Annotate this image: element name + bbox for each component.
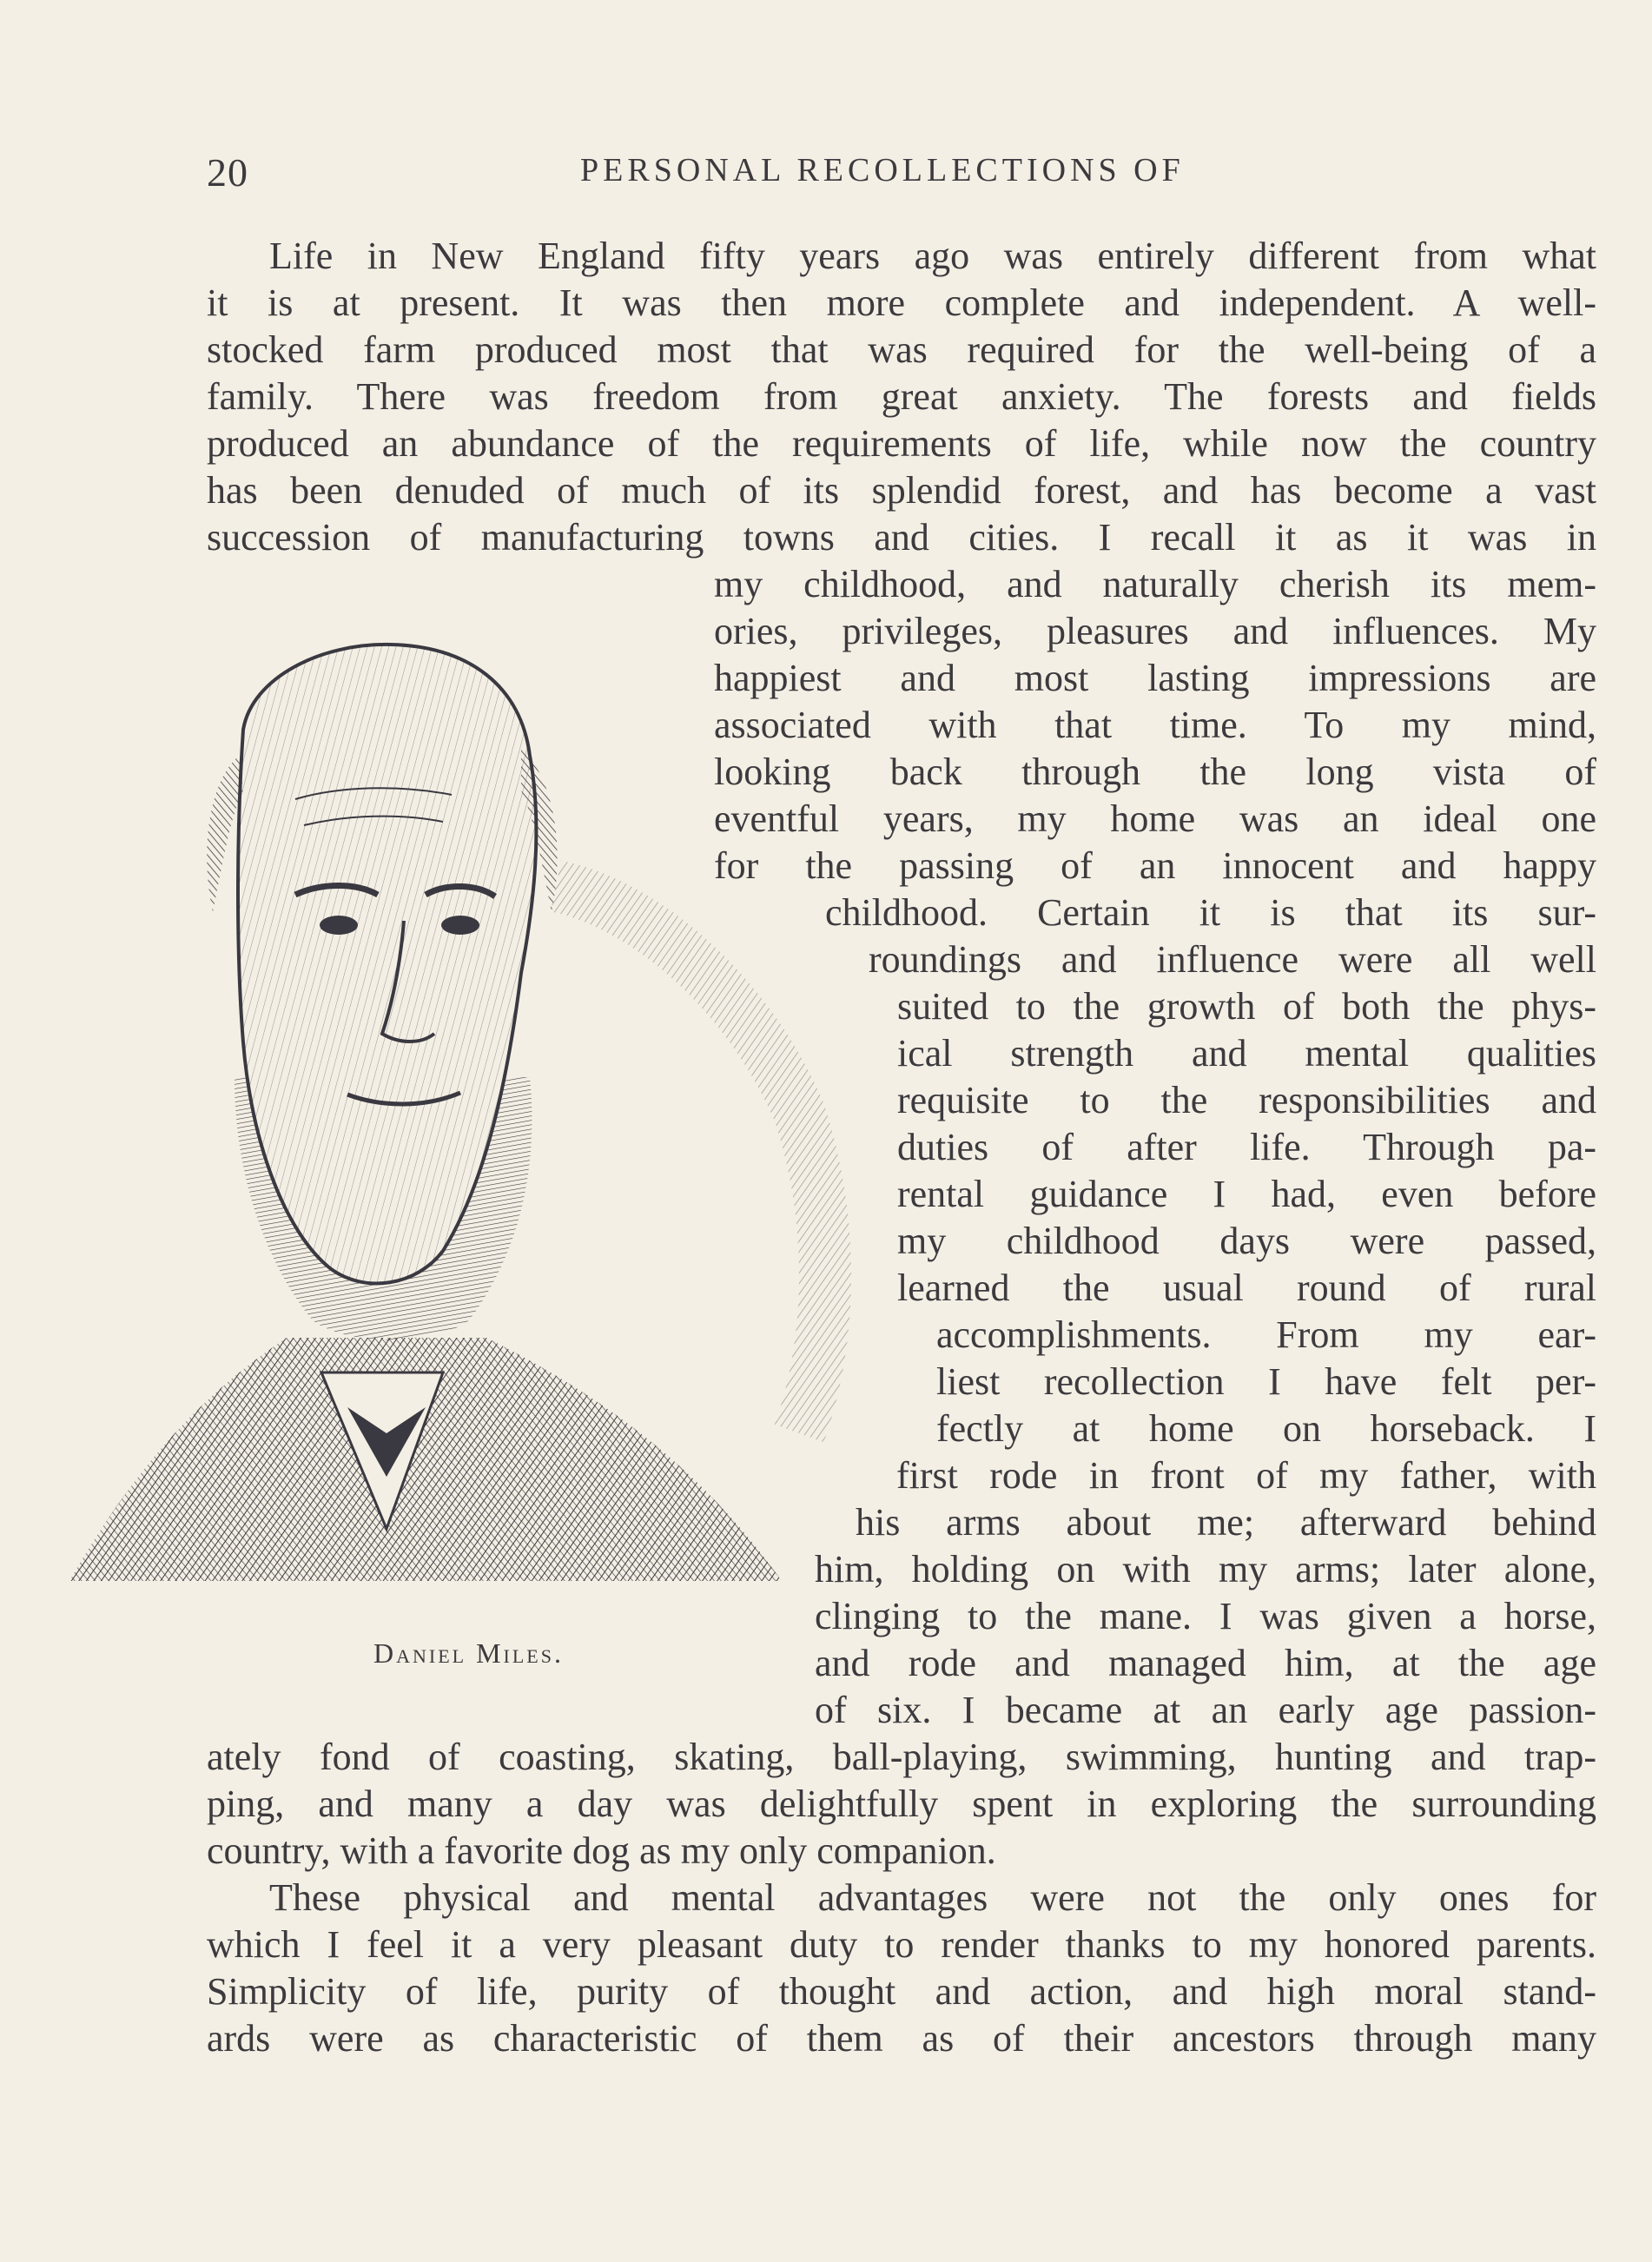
running-head (207, 149, 1596, 202)
text-line: happiest and most lasting impressions are (714, 657, 1596, 699)
text-line: accomplishments. From my ear- (936, 1313, 1596, 1356)
page-number: 20 (207, 150, 248, 195)
text-line: suited to the growth of both the phys- (897, 985, 1596, 1028)
text-line: learned the usual round of rural (897, 1267, 1596, 1309)
text-line: rental guidance I had, even before (897, 1173, 1596, 1215)
text-line: Simplicity of life, purity of thought and action, and high moral stand- (207, 1970, 1596, 2013)
text-line: ards were as characteristic of them as of their ancestors through many (207, 2017, 1596, 2060)
text-line: requisite to the responsibilities and (897, 1079, 1596, 1121)
text-line: ping, and many a day was delightfully spent in exploring the surrounding (207, 1782, 1596, 1825)
text-line: childhood. Certain it is that its sur- (825, 891, 1596, 934)
text-line: ical strength and mental qualities (897, 1032, 1596, 1075)
text-line: has been denuded of much of its splendid forest, and has become a vast (207, 469, 1596, 512)
text-line: of six. I became at an early age passion- (815, 1689, 1596, 1731)
text-line: liest recollection I have felt per- (936, 1360, 1596, 1403)
text-line: clinging to the mane. I was given a horse, (815, 1595, 1596, 1637)
running-title: PERSONAL RECOLLECTIONS OF (580, 152, 1185, 188)
text-line: fectly at home on horseback. I (936, 1407, 1596, 1450)
text-line: his arms about me; afterward behind (856, 1501, 1596, 1544)
text-line: it is at present. It was then more complete and independent. A well- (207, 281, 1596, 324)
text-line: produced an abundance of the requirements of life, while now the country (207, 422, 1596, 465)
text-line: him, holding on with my arms; later alone, (815, 1548, 1596, 1591)
text-line: roundings and influence were all well (869, 938, 1596, 981)
text-line: These physical and mental advantages were not the only ones for (269, 1876, 1596, 1919)
text-line: country, with a favorite dog as my only companion. (207, 1829, 996, 1872)
text-line: for the passing of an innocent and happy (714, 844, 1596, 887)
text-line: first rode in front of my father, with (896, 1454, 1596, 1497)
text-line: which I feel it a very pleasant duty to render thanks to my honored parents. (207, 1923, 1596, 1966)
text-line: duties of after life. Through pa- (897, 1126, 1596, 1168)
text-line: family. There was freedom from great anxiety. The forests and fields (207, 375, 1596, 418)
text-line: and rode and managed him, at the age (815, 1642, 1596, 1684)
text-line: succession of manufacturing towns and cities. I recall it as it was in (207, 516, 1596, 559)
text-line: associated with that time. To my mind, (714, 704, 1596, 746)
portrait-caption: Daniel Miles. (373, 1637, 564, 1669)
text-line: my childhood, and naturally cherish its mem- (714, 563, 1596, 605)
text-line: looking back through the long vista of (714, 751, 1596, 793)
text-line: ately fond of coasting, skating, ball-playing, swimming, hunting and trap- (207, 1736, 1596, 1778)
text-line: my childhood days were passed, (897, 1220, 1596, 1262)
text-line: ories, privileges, pleasures and influences. My (714, 610, 1596, 652)
text-line: Life in New England fifty years ago was entirely different from what (269, 235, 1596, 277)
text-line: eventful years, my home was an ideal one (714, 797, 1596, 840)
text-line: stocked farm produced most that was required for the well-being of a (207, 328, 1596, 371)
